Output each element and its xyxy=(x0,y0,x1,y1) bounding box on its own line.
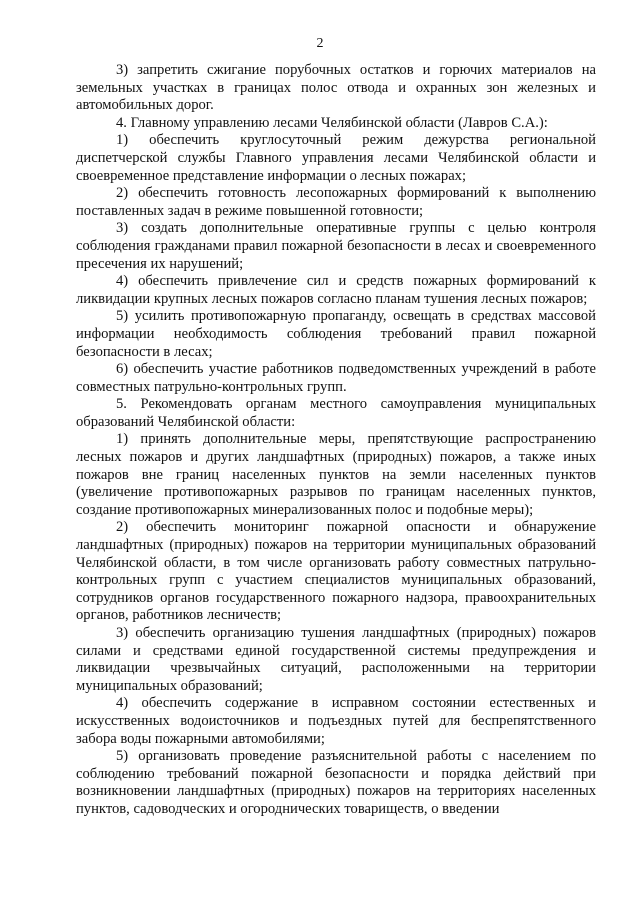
paragraph-4-4-forces: 4) обеспечить привлечение сил и средств пожарных формирований к ликвидации крупных лесных пожаров согласно планам тушения лесных пожаров; xyxy=(76,273,596,307)
page-number: 2 xyxy=(316,36,324,51)
paragraph-4-6-patrol-groups: 6) обеспечить участие работников подведомственных учреждений в работе совместных патрульно-контрольных групп. xyxy=(76,361,596,395)
document-body xyxy=(76,62,596,819)
paragraph-5-1-prevent-spread: 1) принять дополнительные меры, препятствующие распространению лесных пожаров и других ландшафтных (природных) пожаров, а также иных пожаров вне границ населенных пунктов на земли населенных пунктов (увеличение противопожарных разрывов по границам населенных пунктов, создание противопожарных минерализованных полос и подобные меры); xyxy=(76,431,596,518)
paragraph-4-3-operational-groups: 3) создать дополнительные оперативные группы с целью контроля соблюдения гражданами правил пожарной безопасности в лесах и своевременного пресечения их нарушений; xyxy=(76,220,596,272)
paragraph-5-2-monitoring: 2) обеспечить мониторинг пожарной опасности и обнаружение ландшафтных (природных) пожаров на территории муниципальных образований Челябинской области, в том числе организовать работу совместных патрульно-контрольных групп с участием специалистов муниципальных образований, сотрудников органов государственного пожарного надзора, правоохранительных органов, работников лесничеств; xyxy=(76,519,596,624)
paragraph-4-1-dispatch-duty: 1) обеспечить круглосуточный режим дежурства региональной диспетчерской службы Главного управления лесами Челябинской области и своевременное представление информации о лесных пожарах; xyxy=(76,132,596,184)
paragraph-4-5-propaganda: 5) усилить противопожарную пропаганду, освещать в средствах массовой информации необходимость соблюдения требований правил пожарной безопасности в лесах; xyxy=(76,308,596,360)
paragraph-5-3-extinguishing: 3) обеспечить организацию тушения ландшафтных (природных) пожаров силами и средствами единой государственной системы предупреждения и ликвидации чрезвычайных ситуаций, расположенными на территории муниципальных образований; xyxy=(76,625,596,694)
paragraph-5-5-outreach: 5) организовать проведение разъяснительной работы с населением по соблюдению требований пожарной безопасности и порядка действий при возникновении ландшафтных (природных) пожаров на территориях населенных пунктов, садоводческих и огороднических товариществ, о введении xyxy=(76,748,596,817)
paragraph-4-2-readiness: 2) обеспечить готовность лесопожарных формирований к выполнению поставленных задач в режиме повышенной готовности; xyxy=(76,185,596,219)
paragraph-5-4-water-sources: 4) обеспечить содержание в исправном состоянии естественных и искусственных водоисточников и подъездных путей для беспрепятственного забора воды пожарными автомобилями; xyxy=(76,695,596,747)
paragraph-3-ban-burning: 3) запретить сжигание порубочных остатков и горючих материалов на земельных участках в границах полос отвода и охранных зон железных и автомобильных дорог. xyxy=(76,62,596,114)
paragraph-4-forestry-directorate: 4. Главному управлению лесами Челябинской области (Лавров С.А.): xyxy=(116,114,548,131)
paragraph-5-local-government: 5. Рекомендовать органам местного самоуправления муниципальных образований Челябинской области: xyxy=(76,396,596,430)
